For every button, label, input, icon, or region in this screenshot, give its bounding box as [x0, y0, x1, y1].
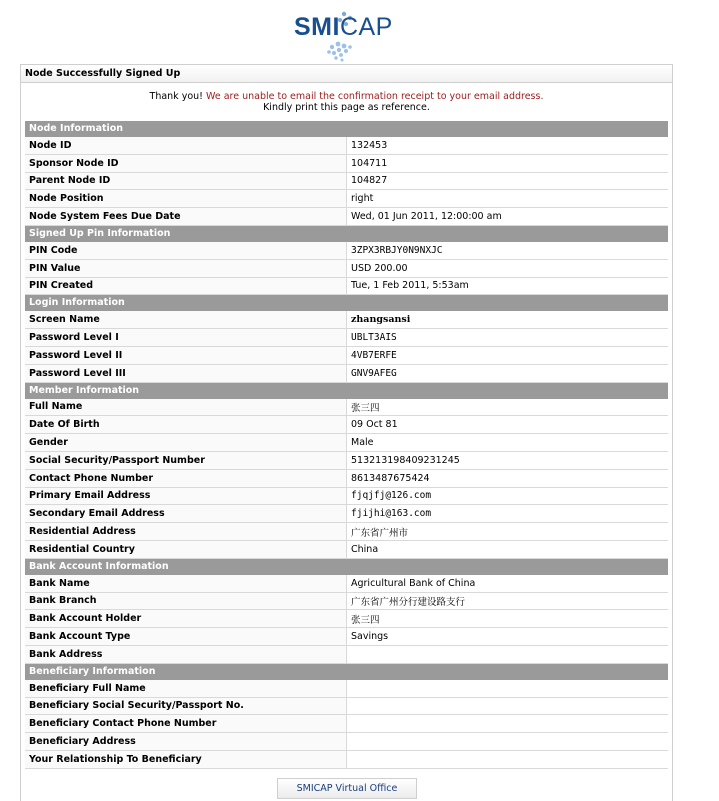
field-label: Password Level II — [25, 346, 347, 364]
field-value: Wed, 01 Jun 2011, 12:00:00 am — [347, 208, 669, 226]
table-row — [25, 241, 668, 259]
table-row — [25, 277, 668, 295]
field-label: Date Of Birth — [25, 416, 347, 434]
field-label: Social Security/Passport Number — [25, 451, 347, 469]
table-row — [25, 329, 668, 347]
field-value: USD 200.00 — [347, 259, 669, 277]
logo-text — [294, 12, 393, 42]
field-label: Screen Name — [25, 311, 347, 329]
section-title: Beneficiary Information — [25, 663, 668, 679]
field-label: Node Position — [25, 190, 347, 208]
table-row — [25, 172, 668, 190]
field-label: Residential Address — [25, 523, 347, 541]
table-row — [25, 715, 668, 733]
table-row — [25, 346, 668, 364]
field-label: Sponsor Node ID — [25, 154, 347, 172]
table-row — [25, 434, 668, 452]
table-row — [25, 311, 668, 329]
table-row — [25, 540, 668, 558]
table-row — [25, 505, 668, 523]
section-header-pin — [25, 225, 668, 241]
field-label: Parent Node ID — [25, 172, 347, 190]
field-label: Beneficiary Contact Phone Number — [25, 715, 347, 733]
field-label: Contact Phone Number — [25, 469, 347, 487]
field-label: Secondary Email Address — [25, 505, 347, 523]
section-title: Member Information — [25, 382, 668, 398]
field-value: fjijhi@163.com — [347, 505, 669, 523]
field-label: Node System Fees Due Date — [25, 208, 347, 226]
table-row — [25, 190, 668, 208]
field-value: Savings — [347, 628, 669, 646]
field-label: PIN Created — [25, 277, 347, 295]
field-label: Password Level I — [25, 329, 347, 347]
field-value — [347, 715, 669, 733]
notice-line1 — [21, 91, 672, 102]
field-label: Full Name — [25, 398, 347, 416]
section-title: Bank Account Information — [25, 558, 668, 574]
field-value: right — [347, 190, 669, 208]
table-row — [25, 610, 668, 628]
section-header-beneficiary — [25, 663, 668, 679]
field-label: Node ID — [25, 137, 347, 155]
field-value: 广东省广州分行建设路支行 — [347, 592, 669, 610]
field-label: Bank Address — [25, 645, 347, 663]
section-header-node — [25, 121, 668, 137]
field-value: UBLT3AIS — [347, 329, 669, 347]
field-value — [347, 733, 669, 751]
field-label: Residential Country — [25, 540, 347, 558]
field-value: 104711 — [347, 154, 669, 172]
notice-line2: Kindly print this page as reference. — [263, 102, 430, 113]
field-value: 3ZPX3RBJY0N9NXJC — [347, 241, 669, 259]
field-label: Bank Name — [25, 574, 347, 592]
signup-result-panel — [20, 64, 673, 801]
field-value — [347, 750, 669, 768]
table-row — [25, 451, 668, 469]
table-row — [25, 697, 668, 715]
notice-warning: We are unable to email the confirmation receipt to your email address. — [206, 91, 544, 102]
field-value — [347, 679, 669, 697]
field-value: Agricultural Bank of China — [347, 574, 669, 592]
field-value: GNV9AFEG — [347, 364, 669, 382]
table-row — [25, 645, 668, 663]
field-value: 104827 — [347, 172, 669, 190]
field-value: 广东省广州市 — [347, 523, 669, 541]
section-title: Node Information — [25, 121, 668, 137]
field-value: 513213198409231245 — [347, 451, 669, 469]
section-title: Signed Up Pin Information — [25, 225, 668, 241]
table-row — [25, 208, 668, 226]
field-value — [347, 645, 669, 663]
field-value: Male — [347, 434, 669, 452]
notice-lead: Thank you! — [149, 91, 203, 102]
field-label: Beneficiary Full Name — [25, 679, 347, 697]
field-value: Tue, 1 Feb 2011, 5:53am — [347, 277, 669, 295]
table-row — [25, 364, 668, 382]
virtual-office-button[interactable]: SMICAP Virtual Office — [277, 778, 417, 799]
field-value: China — [347, 540, 669, 558]
details-table — [25, 121, 668, 769]
table-row — [25, 733, 668, 751]
logo-part2: CAP — [339, 13, 393, 41]
field-label: Bank Account Holder — [25, 610, 347, 628]
field-value: 132453 — [347, 137, 669, 155]
table-row — [25, 469, 668, 487]
field-label: Bank Branch — [25, 592, 347, 610]
field-label: PIN Value — [25, 259, 347, 277]
field-label: Beneficiary Social Security/Passport No. — [25, 697, 347, 715]
field-value: 4VB7ERFE — [347, 346, 669, 364]
section-header-login — [25, 295, 668, 311]
field-label: Your Relationship To Beneficiary — [25, 750, 347, 768]
table-row — [25, 750, 668, 768]
table-row — [25, 154, 668, 172]
field-value: 8613487675424 — [347, 469, 669, 487]
logo-part1: SMI — [294, 13, 340, 41]
field-value: 张三四 — [347, 610, 669, 628]
table-row — [25, 398, 668, 416]
table-row — [25, 137, 668, 155]
table-row — [25, 259, 668, 277]
field-label: Beneficiary Address — [25, 733, 347, 751]
table-row — [25, 574, 668, 592]
field-value: 09 Oct 81 — [347, 416, 669, 434]
field-label: PIN Code — [25, 241, 347, 259]
field-label: Primary Email Address — [25, 487, 347, 505]
table-row — [25, 628, 668, 646]
table-row — [25, 523, 668, 541]
field-label: Bank Account Type — [25, 628, 347, 646]
field-value: fjqjfj@126.com — [347, 487, 669, 505]
field-label: Gender — [25, 434, 347, 452]
confirmation-notice — [21, 83, 672, 121]
field-label: Password Level III — [25, 364, 347, 382]
section-title: Login Information — [25, 295, 668, 311]
field-value — [347, 697, 669, 715]
table-row — [25, 679, 668, 697]
table-row — [25, 592, 668, 610]
table-row — [25, 487, 668, 505]
panel-title: Node Successfully Signed Up — [21, 65, 672, 83]
section-header-member — [25, 382, 668, 398]
section-header-bank — [25, 558, 668, 574]
smicap-logo — [294, 8, 404, 62]
table-row — [25, 416, 668, 434]
field-value: zhangsansi — [347, 311, 669, 329]
field-value: 张三四 — [347, 398, 669, 416]
